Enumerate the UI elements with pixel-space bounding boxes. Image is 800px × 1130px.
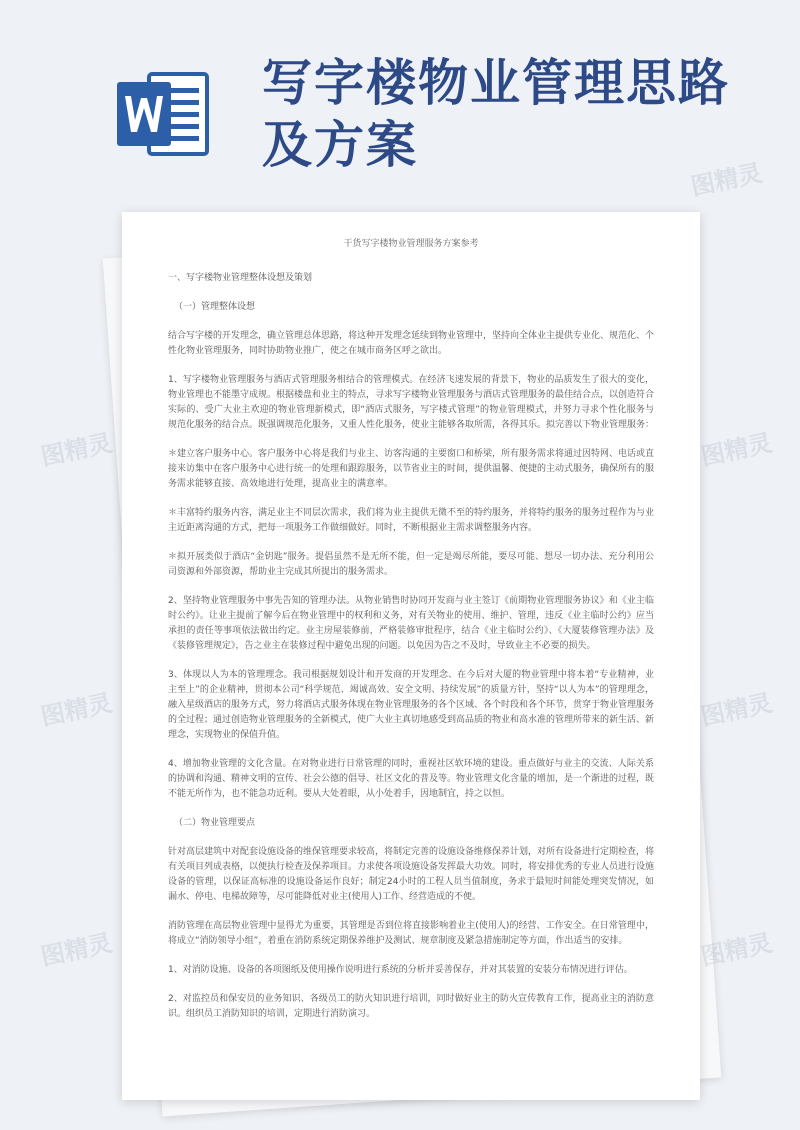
document-paragraph: ＊丰富特约服务内容，满足业主不同层次需求，我们将为业主提供无微不至的特约服务，并将特约服务的服务过程作为与业主近距离沟通的方式，把每一项服务工作做细做好。同时，不断根据业主需求调整服务内容。	[168, 508, 655, 533]
document-paragraph: ＊拟开展类似于酒店“金钥匙”服务。提倡虽然不是无所不能，但一定是竭尽所能，要尽可能、想尽一切办法、充分利用公司资源和外部资源，帮助业主完成其所提出的服务需求。	[168, 552, 654, 577]
document-paragraph: 结合写字楼的开发理念，确立管理总体思路，将这种开发理念延续到物业管理中，坚持向全体业主提供专业化、规范化、个性化物业管理服务，同时协助物业推广，使之在城市商务区呼之欲出。	[168, 331, 655, 356]
section-heading: 一、写字楼物业管理整体设想及策划	[168, 273, 313, 283]
watermark-mark: 图精灵	[698, 428, 775, 472]
document-paragraph: 4、增加物业管理的文化含量。在对物业进行日常管理的同时，重视社区软环境的建设。重点做好与业主的交流、人际关系的协调和沟通、精神文明的宣传、社会公德的倡导、社区文化的普及等。物业管理文化含量的增加，是一个渐进的过程，既不能无所作为，也不能急功近利。要从大处着眼，从小处着手，因地制宜，持之以恒。	[168, 759, 655, 799]
page-header	[0, 0, 800, 200]
document-paragraph: 针对高层建筑中对配套设施设备的维保管理要求较高，将制定完善的设施设备维修保养计划，对所有设备进行定期检查，将有关项目列成表格，以便执行检查及保养项目。力求使各项设施设备发挥最大功效。同时，将安排优秀的专业人员进行设施设备的管理，以保证高标准的设施设备运作良好；制定24小时的工程人员当值制度，务求于最短时间能处理突发情况，如漏水、停电、电梯故障等，尽可能降低对业主(使用人)工作、经营造成的不便。	[168, 847, 655, 902]
document-paragraph: 2、对监控员和保安员的业务知识、各级员工的防火知识进行培训，同时做好业主的防火宣传教育工作，提高业主的消防意识。组织员工消防知识的培训，定期进行消防演习。	[168, 994, 654, 1019]
word-document-icon	[115, 68, 211, 160]
watermark-mark: 图精灵	[38, 928, 115, 972]
document-paragraph: ＊建立客户服务中心。客户服务中心将是我们与业主、访客沟通的主要窗口和桥梁，所有服务需求将通过因特网、电话或直接来访集中在客户服务中心进行统一的处理和跟踪服务，以节省业主的时间，提供温馨、便捷的主动式服务，确保所有的服务需求能够直接、高效地进行处理，提高业主的满意率。	[168, 449, 655, 489]
section-heading: （二）物业管理要点	[174, 818, 256, 828]
document-page	[122, 212, 700, 1100]
watermark-mark: 图精灵	[698, 688, 775, 732]
document-paragraph: 1、对消防设施、设备的各项图纸及使用操作说明进行系统的分析并妥善保存，并对其装置的安装分布情况进行评估。	[168, 965, 633, 975]
document-body	[168, 271, 654, 1022]
page-title: 写字楼物业管理思路及方案	[262, 54, 730, 174]
document-paragraph: 1、写字楼物业管理服务与酒店式管理服务相结合的管理模式。在经济飞速发展的背景下，物业的品质发生了很大的变化，物业管理也不能墨守成规。根据楼盘和业主的特点，寻求写字楼物业管理服务与酒店式管理服务的最佳结合点，以创造符合实际的、受广大业主欢迎的物业管理新模式，即“酒店式服务，写字楼式管理”的物业管理模式，并努力寻求个性化服务与规范化服务的结合点。既强调规范化服务，又重人性化服务，使业主能够各取所需，各得其乐。拟完善以下物业管理服务：	[168, 375, 655, 430]
document-paragraph: 消防管理在高层物业管理中显得尤为重要，其管理是否到位将直接影响着业主(使用人)的经营、工作安全。在日常管理中，将成立“消防领导小组”，着重在消防系统定期保养维护及测试、规章制度及紧急措施制定等方面，作出适当的安排。	[168, 921, 654, 946]
document-title: 干货写字楼物业管理服务方案参考	[343, 239, 479, 249]
watermark-mark: 图精灵	[688, 158, 765, 202]
watermark-mark: 图精灵	[698, 928, 775, 972]
document-paragraph: 3、体现以人为本的管理理念。我司根据规划设计和开发商的开发理念、在今后对大厦的物业管理中将本着“专业精神，业主至上”的企业精神，贯彻本公司“科学规范、竭诚高效、安全文明、持续发展”的质量方针，坚持“以人为本”的管理理念，融入星级酒店的服务方式，努力将酒店式服务体现在物业管理服务的各个区域、各个时段和各个环节，贯穿于物业管理服务的全过程；通过创造物业管理服务的全新模式，使广大业主真切地感受到高品质的物业和高水准的管理所带来的新生活、新理念，实现物业的保值升值。	[168, 670, 655, 740]
section-heading: （一）管理整体设想	[174, 302, 256, 312]
watermark-mark: 图精灵	[38, 688, 115, 732]
watermark-mark: 图精灵	[38, 428, 115, 472]
document-paragraph: 2、坚持物业管理服务中事先告知的管理办法。从物业销售时协同开发商与业主签订《前期物业管理服务协议》和《业主临时公约》。让业主提前了解今后在物业管理中的权利和义务，对有关物业的使用、维护、管理，违反《业主临时公约》应当承担的责任等事项依法做出约定。业主房屋装修前，严格装修审批程序，结合《业主临时公约》、《大厦装修管理办法》及《装修管理规定》，告之业主在装修过程中避免出现的问题。以免因为告之不及时，导致业主不必要的损失。	[168, 596, 654, 651]
